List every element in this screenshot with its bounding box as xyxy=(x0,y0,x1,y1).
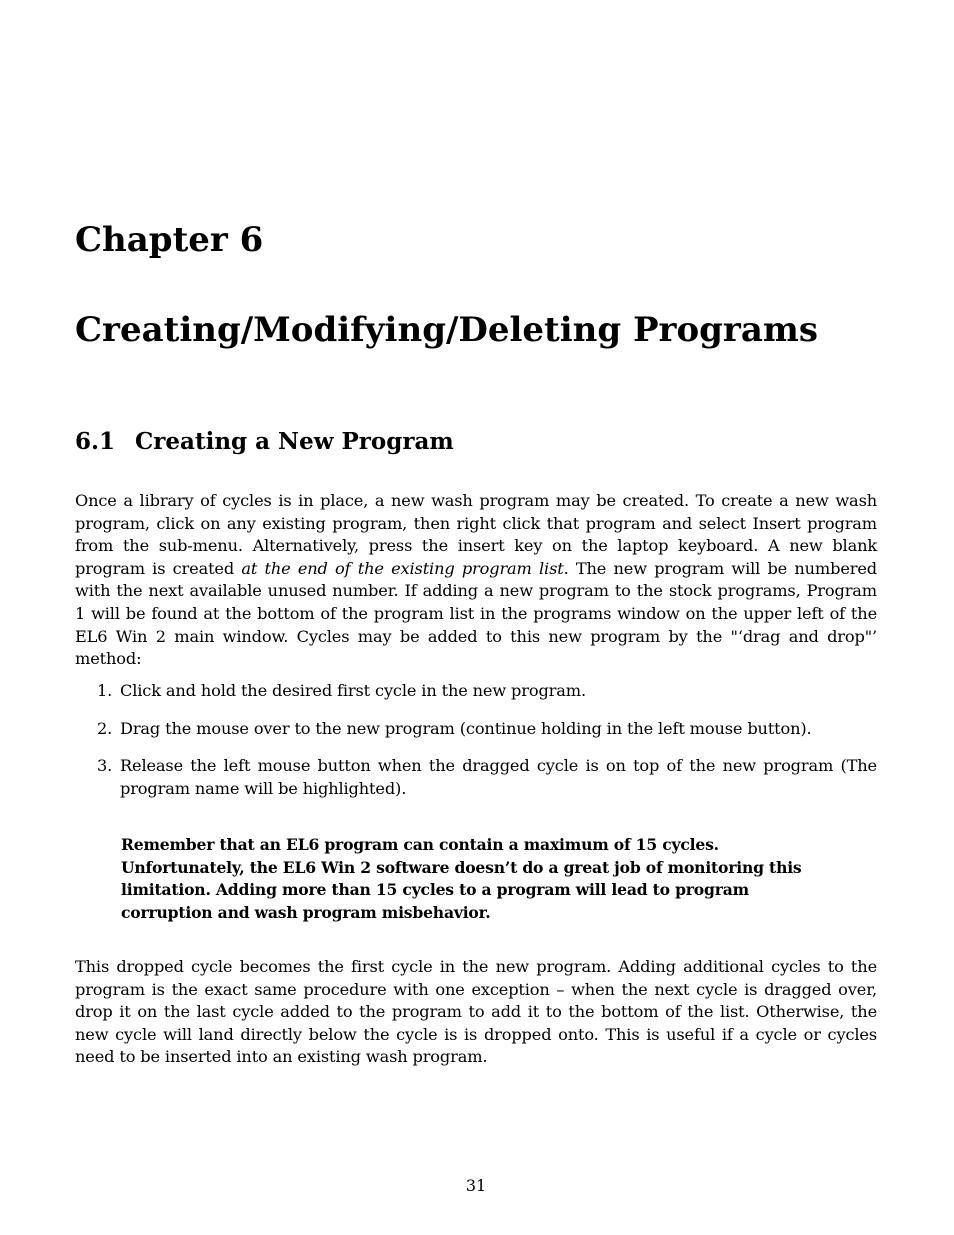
list-item xyxy=(75,718,877,741)
intro-paragraph xyxy=(75,490,877,671)
list-item xyxy=(75,755,877,800)
list-item xyxy=(75,680,877,703)
step-text: Drag the mouse over to the new program (continue holding in the left mouse button). xyxy=(120,718,812,738)
page-number: 31 xyxy=(465,1176,487,1195)
step-number: 1. xyxy=(97,681,113,700)
steps-list xyxy=(75,680,877,815)
step-number: 3. xyxy=(97,756,113,776)
intro-italic-phrase: at the end of the existing program list xyxy=(241,558,564,578)
chapter-title: Creating/Modifying/Deleting Programs xyxy=(75,310,818,350)
step-number: 2. xyxy=(97,718,113,738)
intro-text-end: . The new program will be numbered with the next available unused number. If adding a new program to the stock programs, Program 1 will be found at the bottom of the program list in the programs window on the upper left of the EL6 Win 2 main window. Cycles may be added to this new program by the "‘drag and drop"’ method: xyxy=(75,558,877,669)
closing-paragraph: This dropped cycle becomes the first cycle in the new program. Adding additional cycles to the program is the exact same procedure with one exception – when the next cycle is dragged over, drop it on the last cycle added to the program to add it to the bottom of the list. Otherwise, the new cycle will land directly below the cycle is is dropped onto. This is useful if a cycle or cycles need to be inserted into an existing wash program. xyxy=(75,957,877,1067)
step-text: Click and hold the desired first cycle in the new program. xyxy=(120,681,586,700)
section-title: Creating a New Program xyxy=(135,428,454,455)
warning-note: Remember that an EL6 program can contain a maximum of 15 cycles. Unfortunately, the EL6 Win 2 software doesn’t do a great job of monitoring this limitation. Adding more than 15 cycles to a program will lead to program corruption and wash program misbehavior. xyxy=(121,835,802,922)
intro-text-start: Once a library of cycles is in place, a new wash program may be created. To create a new wash program, click on any existing program, then right click that program and select Insert program from the sub-menu. Alternatively, press the insert key on the laptop keyboard. A new blank program is created xyxy=(75,491,877,578)
section-heading xyxy=(75,426,454,458)
chapter-label: Chapter 6 xyxy=(75,220,264,260)
step-text: Release the left mouse button when the dragged cycle is on top of the new program (The program name will be highlighted). xyxy=(120,756,877,798)
document-page xyxy=(75,0,877,1235)
section-number: 6.1 xyxy=(75,428,116,455)
